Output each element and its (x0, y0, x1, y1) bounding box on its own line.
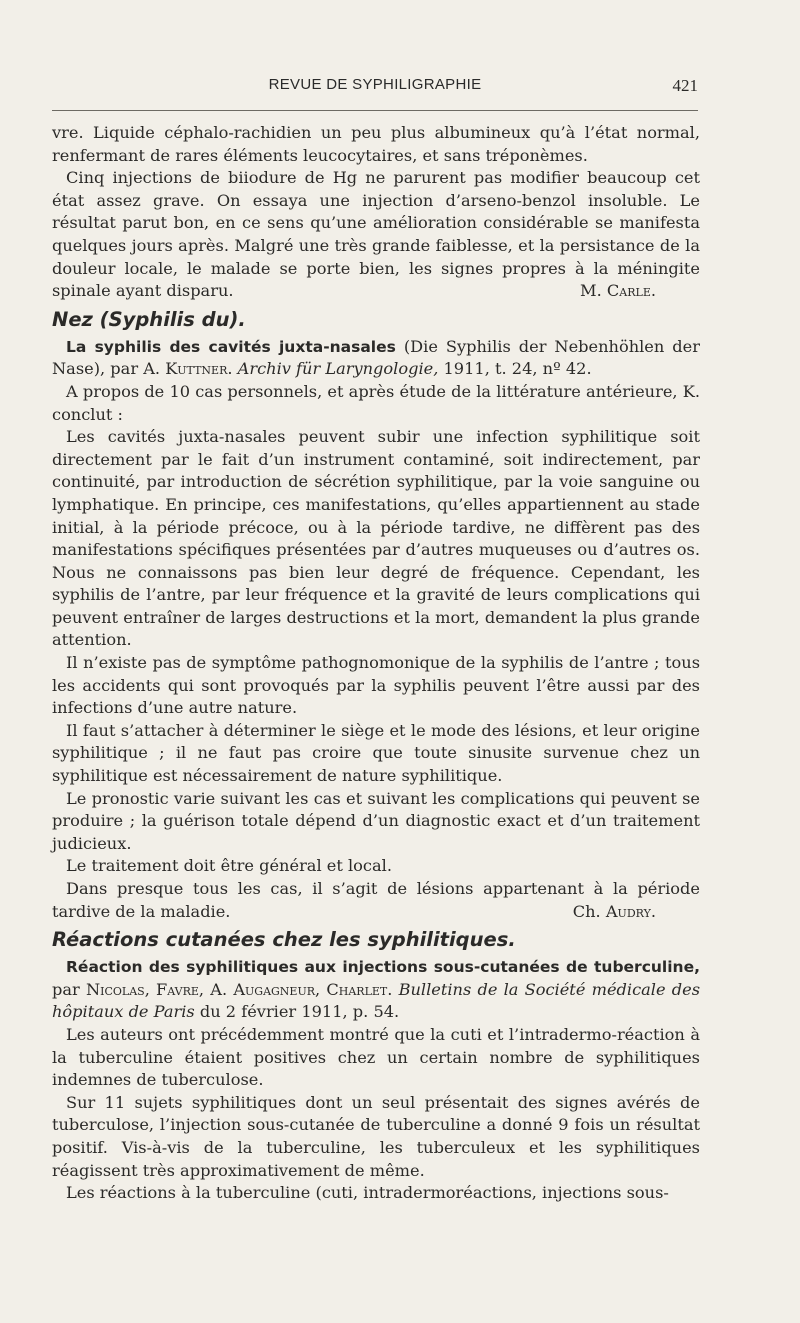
paragraph: A propos de 10 cas personnels, et après étude de la littérature antérieure, K. conclut : (52, 381, 700, 424)
paragraph: Cinq injections de biiodure de Hg ne parurent pas modifier beaucoup cet état assez grave. On essaya une injection d’arseno-benzol insoluble. Le résultat parut bon, en ce sens qu’une amélioration considérable se manifesta quelques jours après. Malgré une très grande faiblesse, et la persistance de la douleur locale, le malade se porte bien, les signes propres à la méningite spinale ayant disparu. (52, 168, 700, 301)
journal-name: Archiv für Laryngologie, (232, 359, 439, 379)
paragraph: Il n’existe pas de symptôme pathognomonique de la syphilis de l’antre ; tous les accidents qui sont provoqués par la syphilis peuvent l’être aussi par des infections d’une autre nature. (52, 653, 700, 718)
running-head (52, 76, 698, 98)
article-title: La syphilis des cavités juxta-nasales (66, 337, 396, 356)
paragraph: Le pronostic varie suivant les cas et suivant les complications qui peuvent se produire ; la guérison totale dépend d’un diagnostic exact et d’un traitement judicieux. (52, 788, 700, 853)
signature: Ch. Audry. (572, 901, 656, 921)
paragraph: Sur 11 sujets syphilitiques dont un seul présentait des signes avérés de tuberculose, l’injection sous-cutanée de tuberculine a donné 9 fois un résultat positif. Vis-à-vis de la tuberculine, les tuberculeux et les syphilitiques réagissent très approximativement de même. (52, 1092, 700, 1180)
article-author: Nicolas, Favre, A. Augagneur, Charlet. (85, 979, 393, 999)
signature-name: Audry. (605, 901, 656, 921)
section-heading: Réactions cutanées chez les syphilitiques. (52, 928, 516, 952)
paragraph: vre. Liquide céphalo-rachidien un peu plus albumineux qu’à l’état normal, renfermant de rares éléments leucocytaires, et sans tréponèmes. (52, 123, 700, 165)
article-reference: Réaction des syphilitiques aux injections sous-cutanées de tuberculine, par Nicolas, Favre, A. Augagneur, Charlet. Bulletins de la Société médicale des hôpitaux de Paris du 2 février 1911, p. 54. (52, 958, 700, 1022)
page-number: 421 (672, 76, 698, 95)
paragraph: Les auteurs ont précédemment montré que la cuti et l’intradermo-réaction à la tuberculine étaient positives chez un certain nombre de syphilitiques indemnes de tuberculose. (52, 1024, 700, 1090)
paragraph: Les cavités juxta-nasales peuvent subir une infection syphilitique soit directement par le fait d’un instrument contaminé, soit indirectement, par continuité, par introduction de sécrétion syphilitique, par la voie sanguine ou lymphatique. En principe, ces manifestations, qu’elles appartiennent au stade initial, à la période précoce, ou à la période tardive, ne diffèrent pas des manifestations spécifiques présentées par d’autres muqueuses ou d’autres os. Nous ne connaissons pas bien leur degré de fréquence. Cependant, les syphilis de l’antre, par leur fréquence et la gravité de leurs complications qui peuvent entraîner de larges destructions et la mort, demandent la plus grande attention. (52, 427, 700, 650)
article-author: Kuttner. (165, 359, 233, 379)
section-heading: Nez (Syphilis du). (52, 307, 246, 331)
article-title: Réaction des syphilitiques aux injections sous-cutanées de tuberculine, (66, 958, 700, 977)
paragraph: Le traitement doit être général et local. (66, 856, 392, 876)
paragraph: Il faut s’attacher à déterminer le siège et le mode des lésions, et leur origine syphilitique ; il ne faut pas croire que toute sinusite survenue chez un syphilitique est nécessairement de nature syphilitique. (52, 720, 700, 786)
journal-name: Bulletins de la Société médicale des hôpitaux de Paris (52, 979, 700, 1022)
page-body (52, 122, 700, 1205)
signature: M. Carle. (580, 281, 656, 301)
paragraph: Dans presque tous les cas, il s’agit de lésions appartenant à la période tardive de la maladie. (52, 879, 700, 921)
article-reference: La syphilis des cavités juxta-nasales (Die Syphilis der Nebenhöhlen der Nase), par A. Kuttner. Archiv für Laryngologie, 1911, t. 24, nº 42. (52, 336, 700, 379)
header-rule (52, 110, 698, 111)
journal-title: REVUE DE SYPHILIGRAPHIE (268, 76, 482, 93)
paragraph: Les réactions à la tuberculine (cuti, intradermoréactions, injections sous- (66, 1183, 669, 1203)
signature-name: Carle. (606, 281, 656, 301)
